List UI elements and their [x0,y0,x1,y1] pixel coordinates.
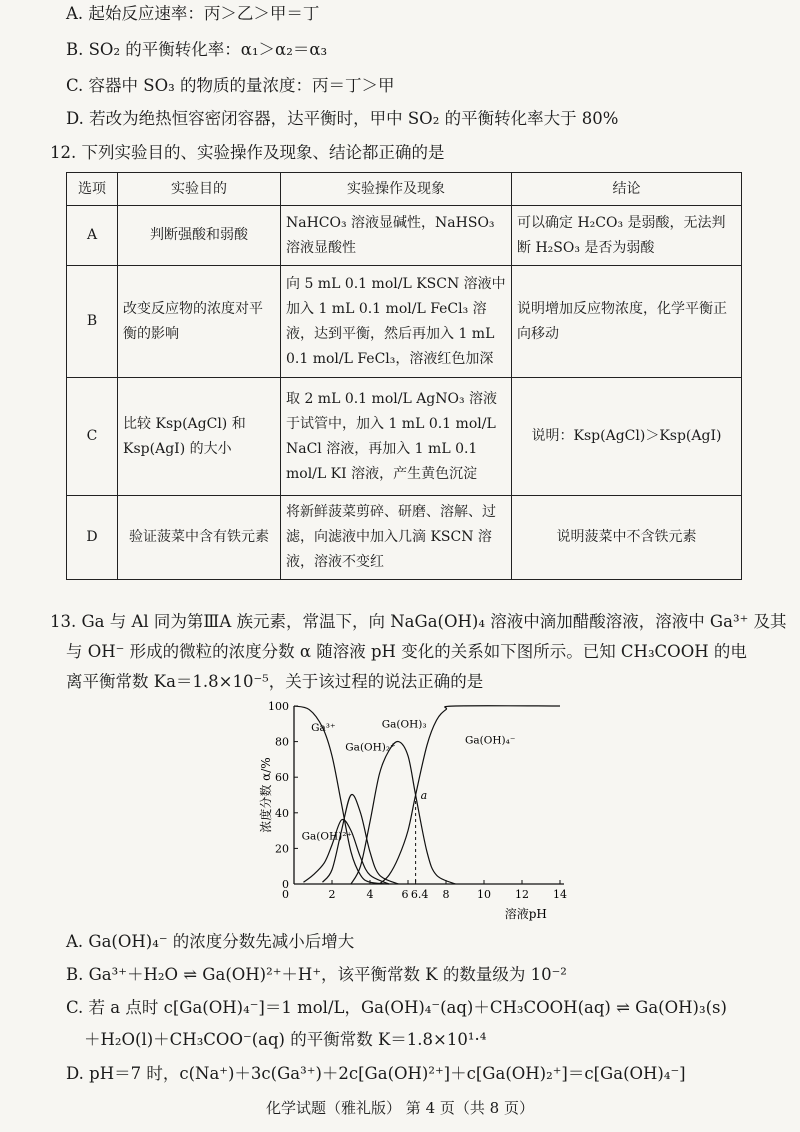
row-goal: 改变反应物的浓度对平衡的影响 [118,266,281,378]
header-conclusion: 结论 [512,173,742,206]
q11-option-a: A. 起始反应速率：丙＞乙＞甲＝丁 [66,4,320,23]
series-label: Ga³⁺ [311,721,336,734]
q12-stem: 12. 下列实验目的、实验操作及现象、结论都正确的是 [50,143,445,162]
row-option: A [67,206,118,266]
y-tick-label: 0 [282,878,289,891]
x-tick-label: 6.4 [410,888,429,901]
q13-option-c-line2: ＋H₂O(l)＋CH₃COO⁻(aq) 的平衡常数 K＝1.8×10¹·⁴ [84,1030,487,1049]
fraction-chart [256,694,576,924]
table-row [67,266,742,378]
q11-option-c: C. 容器中 SO₃ 的物质的量浓度：丙＝丁＞甲 [66,76,395,95]
q13-stem-line1: 13. Ga 与 Al 同为第ⅢA 族元素，常温下，向 NaGa(OH)₄ 溶液中滴加醋酸溶液，溶液中 Ga³⁺ 及其 [50,612,787,631]
x-tick-label: 14 [553,888,567,901]
x-tick-label: 8 [442,888,450,901]
row-option: D [67,496,118,580]
y-tick-label: 20 [275,842,289,856]
q11-option-b: B. SO₂ 的平衡转化率：α₁＞α₂＝α₃ [66,40,328,59]
row-conclusion: 说明增加反应物浓度，化学平衡正向移动 [512,266,742,378]
y-tick-label: 60 [275,771,289,785]
q13-stem-line2: 与 OH⁻ 形成的微粒的浓度分数 α 随溶液 pH 变化的关系如下图所示。已知 CH₃COOH 的电 [66,642,747,661]
series-gaoh3 [351,741,456,884]
row-operation: NaHCO₃ 溶液显碱性，NaHSO₃ 溶液显酸性 [281,206,512,266]
table-row [67,496,742,580]
x-tick-label: 10 [477,888,491,901]
series-gaoh4-minus [380,706,561,884]
series-label: Ga(OH)₂⁺ [345,741,396,754]
row-operation: 将新鲜菠菜剪碎、研磨、溶解、过滤，向滤液中加入几滴 KSCN 溶液，溶液不变红 [281,496,512,580]
page-footer: 化学试题（雅礼版） 第 4 页（共 8 页） [266,1099,534,1117]
table-header-row [67,173,742,206]
y-tick-label: 40 [275,806,289,820]
x-tick-label: 6 [401,888,409,901]
row-goal: 比较 Ksp(AgCl) 和 Ksp(AgI) 的大小 [118,378,281,496]
row-conclusion: 说明：Ksp(AgCl)＞Ksp(AgI) [512,378,742,496]
x-tick-label: 4 [366,888,374,901]
q13-option-d: D. pH＝7 时，c(Na⁺)＋3c(Ga³⁺)＋2c[Ga(OH)²⁺]＋c[Ga(OH)₂⁺]＝c[Ga(OH)₄⁻] [66,1064,686,1083]
row-conclusion: 说明菠菜中不含铁元素 [512,496,742,580]
row-option: B [67,266,118,378]
y-tick-label: 80 [275,735,289,749]
y-tick-label: 100 [268,700,289,713]
row-option: C [67,378,118,496]
y-axis-label: 浓度分数 α/% [259,757,273,833]
row-operation: 向 5 mL 0.1 mol/L KSCN 溶液中加入 1 mL 0.1 mol/L FeCl₃ 溶液，达到平衡，然后再加入 1 mL 0.1 mol/L FeCl₃，溶液红色加深 [281,266,512,378]
q12-table [66,172,742,580]
origin-label: 0 [282,888,289,901]
x-axis-label: 溶液pH [504,907,547,921]
table-row [67,378,742,496]
row-goal: 验证菠菜中含有铁元素 [118,496,281,580]
series-label: Ga(OH)₄⁻ [465,734,516,747]
x-tick-label: 2 [328,888,336,901]
header-option: 选项 [67,173,118,206]
q13-option-a: A. Ga(OH)₄⁻ 的浓度分数先减小后增大 [66,932,355,951]
x-tick-label: 12 [515,888,529,901]
header-goal: 实验目的 [118,173,281,206]
series-label: Ga(OH)²⁺ [301,830,352,843]
q13-option-c-line1: C. 若 a 点时 c[Ga(OH)₄⁻]＝1 mol/L，Ga(OH)₄⁻(aq)＋CH₃COOH(aq) ⇌ Ga(OH)₃(s) [66,998,727,1017]
row-conclusion: 可以确定 H₂CO₃ 是弱酸，无法判断 H₂SO₃ 是否为弱酸 [512,206,742,266]
q13-option-b: B. Ga³⁺＋H₂O ⇌ Ga(OH)²⁺＋H⁺，该平衡常数 K 的数量级为 10⁻² [66,965,567,984]
row-operation: 取 2 mL 0.1 mol/L AgNO₃ 溶液于试管中，加入 1 mL 0.1 mol/L NaCl 溶液，再加入 1 mL 0.1 mol/L KI 溶液，产生黄色沉淀 [281,378,512,496]
series-label: Ga(OH)₃ [381,718,427,731]
point-a-label: a [420,789,428,802]
table-row [67,206,742,266]
row-goal: 判断强酸和弱酸 [118,206,281,266]
q13-stem-line3: 离平衡常数 Ka＝1.8×10⁻⁵，关于该过程的说法正确的是 [66,672,484,691]
header-operation: 实验操作及现象 [281,173,512,206]
q11-option-d: D. 若改为绝热恒容密闭容器，达平衡时，甲中 SO₂ 的平衡转化率大于 80% [66,109,619,128]
